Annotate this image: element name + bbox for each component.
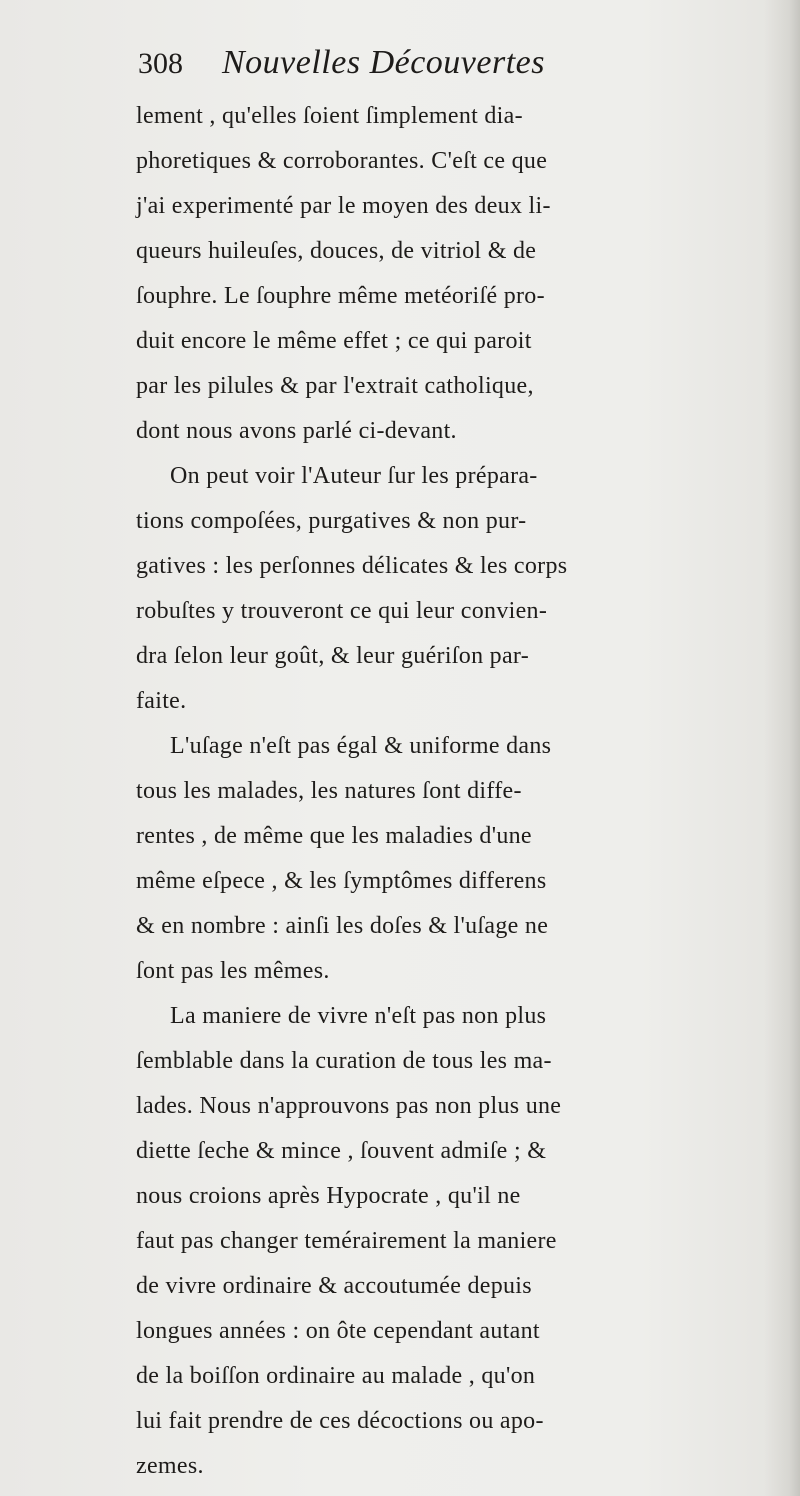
text-line: faite. — [136, 688, 187, 714]
page-number: 308 — [138, 47, 183, 80]
text-line: On peut voir l'Auteur ſur les prépara- — [170, 463, 538, 489]
text-line: & en nombre : ainſi les doſes & l'uſage ne — [136, 913, 549, 939]
text-line: tions compoſées, purgatives & non pur- — [136, 508, 527, 534]
text-line: ſont pas les mêmes. — [136, 958, 330, 984]
text-line: dont nous avons parlé ci-devant. — [136, 418, 457, 444]
text-line: gatives : les perſonnes délicates & les corps — [136, 553, 568, 579]
text-line: faut pas changer temérairement la maniere — [136, 1228, 557, 1254]
text-line: duit encore le même effet ; ce qui paroit — [136, 328, 532, 354]
text-line: de vivre ordinaire & accoutumée depuis — [136, 1273, 532, 1299]
text-line: même eſpece , & les ſymptômes differens — [136, 868, 547, 894]
text-line: de la boiſſon ordinaire au malade , qu'on — [136, 1363, 536, 1389]
text-line: queurs huileuſes, douces, de vitriol & de — [136, 238, 537, 264]
text-line: j'ai experimenté par le moyen des deux li- — [136, 193, 551, 219]
text-line: lui fait prendre de ces décoctions ou apo- — [136, 1408, 544, 1434]
text-line: robuſtes y trouveront ce qui leur convien- — [136, 598, 548, 624]
running-head — [138, 44, 545, 92]
running-head-title: Nouvelles Découvertes — [222, 44, 545, 81]
text-line: phoretiques & corroborantes. C'eſt ce que — [136, 148, 548, 174]
text-line: L'uſage n'eſt pas égal & uniforme dans — [170, 733, 552, 759]
text-line: zemes. — [136, 1453, 204, 1479]
text-line: longues années : on ôte cependant autant — [136, 1318, 540, 1344]
text-line: rentes , de même que les maladies d'une — [136, 823, 532, 849]
text-line: lades. Nous n'approuvons pas non plus une — [136, 1093, 562, 1119]
text-line: ſouphre. Le ſouphre même metéoriſé pro- — [136, 283, 545, 309]
text-line: nous croions après Hypocrate , qu'il ne — [136, 1183, 521, 1209]
text-line: La maniere de vivre n'eſt pas non plus — [170, 1003, 547, 1029]
text-line: ſemblable dans la curation de tous les ma- — [136, 1048, 552, 1074]
body-text — [136, 94, 800, 1489]
text-line: tous les malades, les natures ſont diffe- — [136, 778, 522, 804]
text-line: par les pilules & par l'extrait catholique, — [136, 373, 534, 399]
text-line: diette ſeche & mince , ſouvent admiſe ; & — [136, 1138, 547, 1164]
text-line: dra ſelon leur goût, & leur guériſon par- — [136, 643, 530, 669]
text-line: lement , qu'elles ſoient ſimplement dia- — [136, 103, 523, 129]
